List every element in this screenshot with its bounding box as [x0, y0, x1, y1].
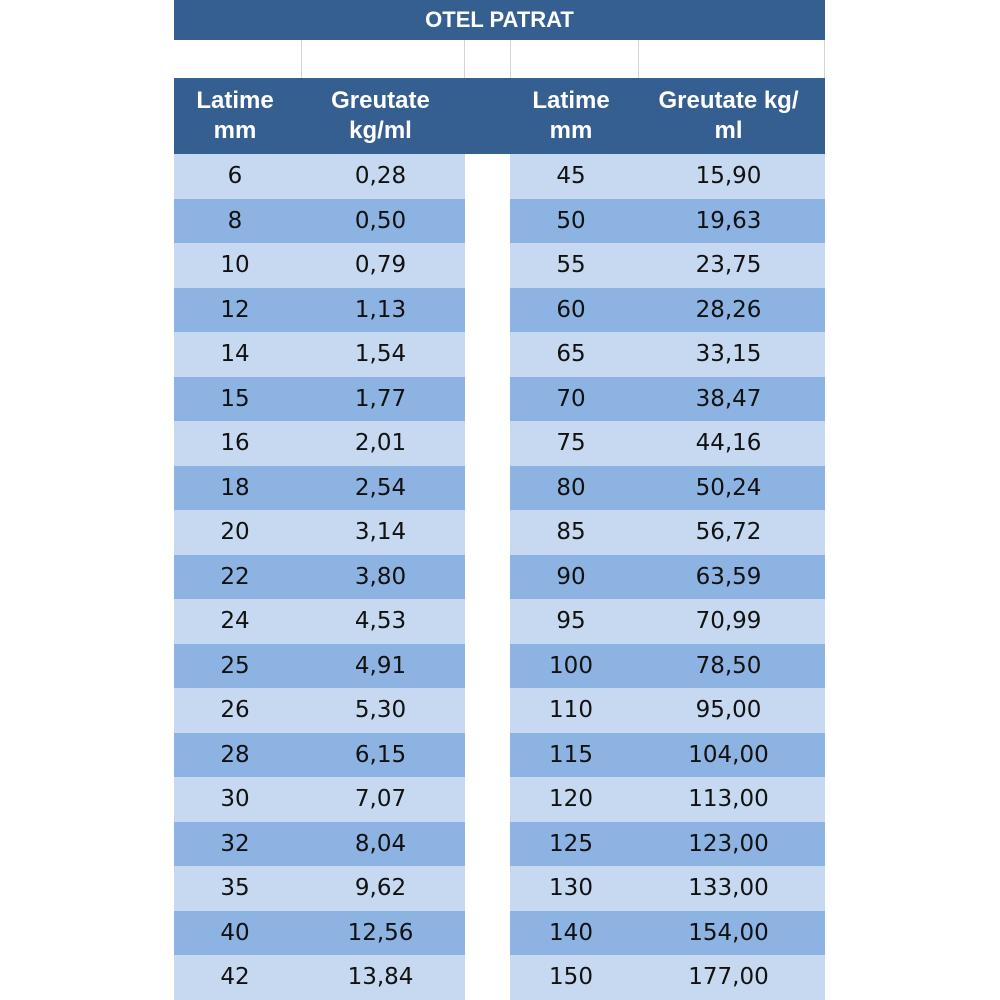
table-row: [510, 510, 825, 555]
width-cell: 6: [227, 163, 243, 190]
weight-cell: 1,54: [354, 341, 407, 368]
header-text: Greutate: [331, 87, 430, 114]
weight-cell: 2,54: [354, 474, 407, 501]
weight-cell: 19,63: [695, 207, 762, 234]
table-row: [174, 421, 465, 466]
weight-cell: 28,26: [695, 296, 762, 323]
width-cell: 15: [220, 385, 250, 412]
header-text: Latime: [532, 87, 610, 114]
table-row: [510, 599, 825, 644]
width-cell: 90: [556, 563, 586, 590]
width-cell: 70: [556, 385, 586, 412]
weight-cell: 177,00: [688, 964, 769, 991]
weight-cell: 0,79: [354, 252, 407, 279]
grid-line: [638, 40, 639, 78]
table-row: [174, 644, 465, 689]
weight-cell: 23,75: [695, 252, 762, 279]
table-row: [174, 466, 465, 511]
header-left-weight: [296, 78, 465, 154]
width-cell: 110: [549, 697, 593, 724]
width-cell: 30: [220, 786, 250, 813]
width-cell: 26: [220, 697, 250, 724]
width-cell: 16: [220, 430, 250, 457]
width-cell: 25: [220, 652, 250, 679]
weight-cell: 78,50: [695, 652, 762, 679]
table-row: [174, 243, 465, 288]
weight-cell: 154,00: [688, 919, 769, 946]
width-cell: 65: [556, 341, 586, 368]
table-row: [174, 955, 465, 1000]
width-cell: 115: [549, 741, 593, 768]
left-table-body: [174, 154, 465, 1000]
weight-cell: 15,90: [695, 163, 762, 190]
weight-cell: 104,00: [688, 741, 769, 768]
width-cell: 150: [549, 964, 593, 991]
width-cell: 20: [220, 519, 250, 546]
table-row: [510, 332, 825, 377]
weight-cell: 95,00: [695, 697, 762, 724]
grid-line: [301, 40, 302, 78]
weight-cell: 70,99: [695, 608, 762, 635]
table-row: [510, 955, 825, 1000]
width-cell: 24: [220, 608, 250, 635]
weight-cell: 56,72: [695, 519, 762, 546]
table-row: [510, 822, 825, 867]
weight-cell: 5,30: [354, 697, 407, 724]
weight-cell: 4,91: [354, 652, 407, 679]
table-row: [510, 466, 825, 511]
blank-row: [174, 40, 825, 78]
table-row: [174, 332, 465, 377]
width-cell: 12: [220, 296, 250, 323]
grid-line: [464, 40, 465, 78]
width-cell: 95: [556, 608, 586, 635]
table-row: [510, 243, 825, 288]
width-cell: 8: [227, 207, 243, 234]
table-row: [510, 644, 825, 689]
width-cell: 14: [220, 341, 250, 368]
width-cell: 140: [549, 919, 593, 946]
weight-cell: 12,56: [347, 919, 414, 946]
table-row: [174, 688, 465, 733]
header-gap: [465, 78, 510, 154]
table-row: [174, 555, 465, 600]
table-row: [174, 599, 465, 644]
table-row: [510, 777, 825, 822]
table-row: [174, 911, 465, 956]
header-text: mm: [213, 117, 257, 144]
table-row: [510, 377, 825, 422]
weight-cell: 2,01: [354, 430, 407, 457]
table-row: [510, 555, 825, 600]
table-row: [510, 288, 825, 333]
width-cell: 130: [549, 875, 593, 902]
header-text: ml: [714, 117, 743, 144]
width-cell: 55: [556, 252, 586, 279]
weight-cell: 133,00: [688, 875, 769, 902]
separator-column: [465, 154, 510, 1000]
width-cell: 100: [549, 652, 593, 679]
header-left-width: [174, 78, 296, 154]
table-row: [510, 911, 825, 956]
weight-cell: 1,13: [354, 296, 407, 323]
grid-line: [824, 40, 825, 78]
header-text: kg/ml: [349, 117, 412, 144]
table-row: [510, 866, 825, 911]
grid-line: [510, 40, 511, 78]
table-row: [510, 688, 825, 733]
width-cell: 60: [556, 296, 586, 323]
weight-cell: 0,50: [354, 207, 407, 234]
width-cell: 22: [220, 563, 250, 590]
weight-cell: 123,00: [688, 830, 769, 857]
table-row: [174, 377, 465, 422]
width-cell: 85: [556, 519, 586, 546]
width-cell: 80: [556, 474, 586, 501]
weight-cell: 1,77: [354, 385, 407, 412]
weight-cell: 0,28: [354, 163, 407, 190]
header-text: Latime: [196, 87, 274, 114]
weight-cell: 63,59: [695, 563, 762, 590]
table-row: [510, 199, 825, 244]
table-row: [510, 733, 825, 778]
width-cell: 28: [220, 741, 250, 768]
width-cell: 35: [220, 875, 250, 902]
weight-cell: 3,80: [354, 563, 407, 590]
weight-cell: 9,62: [354, 875, 407, 902]
weight-cell: 44,16: [695, 430, 762, 457]
header-text: Greutate kg/: [658, 87, 799, 114]
table-row: [174, 822, 465, 867]
table-row: [174, 510, 465, 555]
width-cell: 32: [220, 830, 250, 857]
table-row: [174, 288, 465, 333]
width-cell: 120: [549, 786, 593, 813]
weight-cell: 13,84: [347, 964, 414, 991]
weight-cell: 8,04: [354, 830, 407, 857]
width-cell: 125: [549, 830, 593, 857]
table-row: [174, 733, 465, 778]
table-row: [174, 866, 465, 911]
header-right-width: [510, 78, 632, 154]
width-cell: 75: [556, 430, 586, 457]
weight-cell: 3,14: [354, 519, 407, 546]
right-table-body: [510, 154, 825, 1000]
table-row: [174, 199, 465, 244]
weight-cell: 33,15: [695, 341, 762, 368]
width-cell: 45: [556, 163, 586, 190]
weight-cell: 4,53: [354, 608, 407, 635]
header-right-weight: [632, 78, 825, 154]
weight-cell: 7,07: [354, 786, 407, 813]
width-cell: 10: [220, 252, 250, 279]
table-row: [174, 777, 465, 822]
weight-cell: 38,47: [695, 385, 762, 412]
weight-cell: 50,24: [695, 474, 762, 501]
width-cell: 42: [220, 964, 250, 991]
width-cell: 50: [556, 207, 586, 234]
table-row: [510, 154, 825, 199]
width-cell: 18: [220, 474, 250, 501]
steel-weight-table: [174, 0, 825, 1000]
weight-cell: 113,00: [688, 786, 769, 813]
table-row: [510, 421, 825, 466]
header-text: mm: [549, 117, 593, 144]
table-row: [174, 154, 465, 199]
table-title: OTEL PATRAT: [174, 0, 825, 40]
width-cell: 40: [220, 919, 250, 946]
weight-cell: 6,15: [354, 741, 407, 768]
